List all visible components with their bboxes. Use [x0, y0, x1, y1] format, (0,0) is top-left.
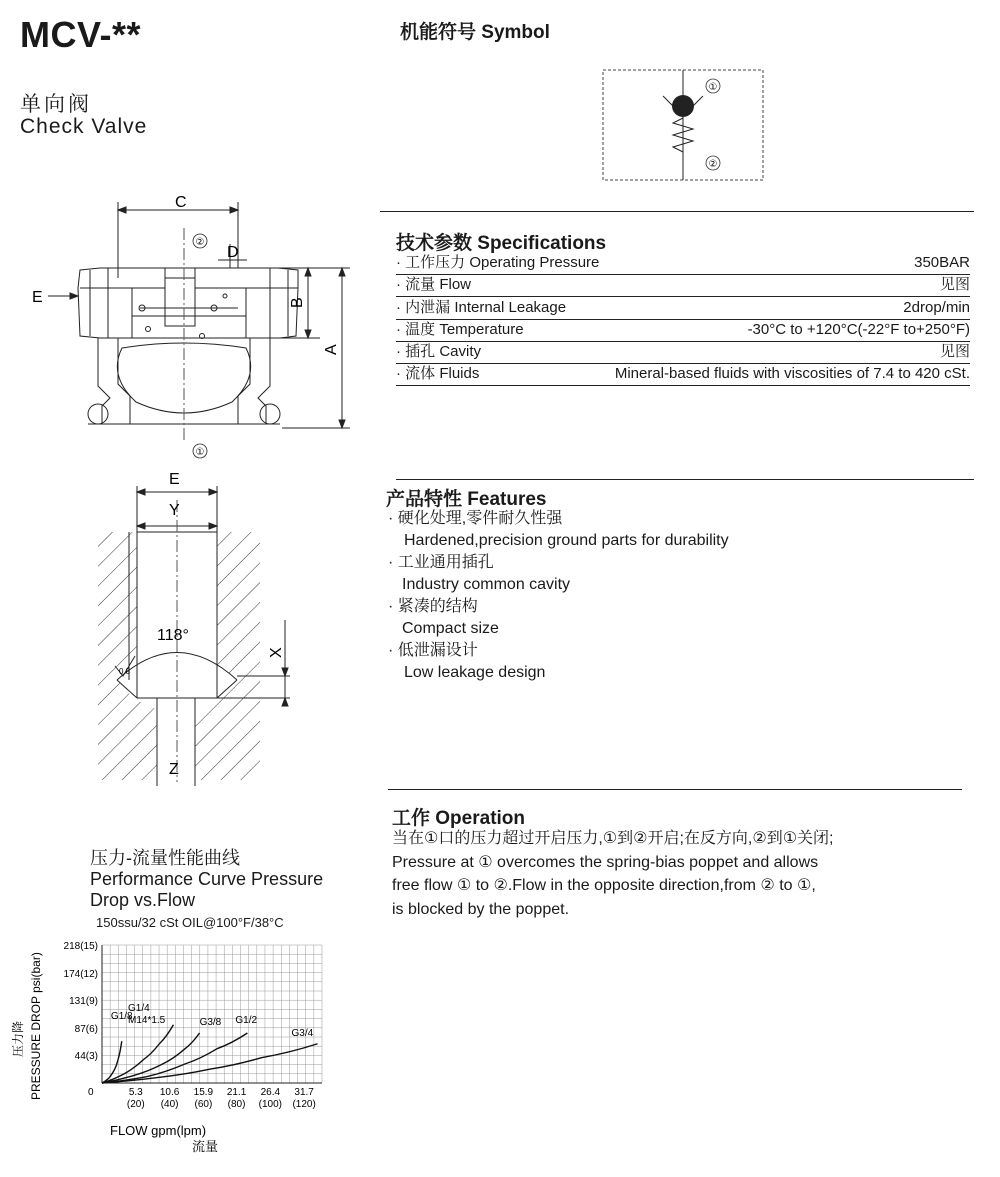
cavity-dim-y-label: Y — [169, 502, 180, 519]
operation-line: 当在①口的压力超过开启压力,①到②开启;在反方向,②到①关闭; — [392, 830, 834, 847]
spec-label: · 内泄漏 Internal Leakage — [396, 299, 567, 316]
specs-title: 技术参数 Specifications — [396, 233, 607, 254]
performance-subtitle: 150ssu/32 cSt OIL@100°F/38°C — [96, 915, 284, 930]
drawing-port-1: ① — [195, 447, 205, 458]
dim-e-label: E — [32, 289, 43, 306]
origin-label: 0 — [88, 1087, 94, 1098]
cavity-dim-x-label: X — [268, 647, 285, 658]
spec-label: · 流量 Flow — [396, 276, 472, 293]
feature-en: Hardened,precision ground parts for durability — [404, 532, 729, 549]
operation-line: free flow ① to ②.Flow in the opposite direction,from ② to ①, — [392, 877, 816, 894]
feature-cn: · 硬化处理,零件耐久性强 — [388, 510, 563, 527]
cavity-finish-label: 0.8 — [119, 667, 131, 676]
y-tick-label: 174(12) — [63, 968, 98, 980]
y-tick-label: 44(3) — [74, 1051, 98, 1063]
spec-label: · 插孔 Cavity — [396, 343, 482, 360]
dim-a-label: A — [323, 344, 340, 355]
hydraulic-symbol — [600, 66, 770, 184]
cavity-dim-e-label: E — [169, 471, 180, 488]
y-tick-label: 87(6) — [74, 1023, 98, 1035]
x-tick-label: 26.4 — [260, 1087, 281, 1098]
x-tick-sublabel: (120) — [292, 1099, 316, 1110]
spec-row — [396, 319, 970, 342]
cavity-drawing — [95, 470, 300, 790]
x-tick-sublabel: (40) — [160, 1099, 179, 1110]
x-tick-sublabel: (60) — [194, 1099, 213, 1110]
operation-title: 工作 Operation — [392, 808, 526, 829]
feature-cn: · 低泄漏设计 — [388, 642, 478, 659]
feature-en: Compact size — [402, 620, 499, 637]
chart-ticks — [64, 941, 316, 1110]
spec-value: 见图 — [939, 276, 970, 293]
performance-title-en1: Performance Curve Pressure — [90, 869, 324, 889]
symbol-port-1: ① — [708, 82, 718, 93]
spec-value: 见图 — [939, 343, 970, 360]
y-tick-label: 218(15) — [63, 941, 98, 952]
y-tick-label: 131(9) — [69, 996, 98, 1008]
symbol-title: 机能符号 Symbol — [400, 22, 550, 43]
dim-b-label: B — [289, 297, 306, 308]
drawing-port-2: ② — [195, 237, 205, 248]
spec-row — [396, 252, 970, 275]
model-number: MCV-** — [20, 14, 142, 55]
cavity-angle-label: 118° — [157, 627, 189, 644]
chart-xlabel-cn: 流量 — [192, 1139, 219, 1154]
spec-row — [396, 341, 970, 364]
spec-value: -30°C to +120°C(-22°F to+250°F) — [747, 321, 970, 338]
x-tick-sublabel: (20) — [126, 1099, 145, 1110]
dim-c-label: C — [175, 194, 187, 211]
product-name-en: Check Valve — [20, 115, 148, 138]
series-label: M14*1.5 — [128, 1014, 166, 1026]
series-label: G1/4 — [128, 1002, 150, 1014]
chart-ylabel-cn: 压力降 — [11, 1020, 25, 1057]
operation-line: Pressure at ① overcomes the spring-bias poppet and allows — [392, 853, 819, 871]
valve-drawing — [20, 188, 365, 468]
x-tick-label: 10.6 — [159, 1087, 180, 1098]
chart-series-group — [102, 1003, 318, 1083]
product-name-cn: 单向阀 — [20, 93, 92, 116]
feature-cn: · 工业通用插孔 — [388, 554, 494, 571]
divider — [388, 789, 962, 790]
series-label: G1/2 — [235, 1014, 258, 1026]
series-line — [102, 1044, 318, 1083]
series-label: G1/8 — [110, 1011, 133, 1023]
x-tick-label: 21.1 — [226, 1087, 247, 1098]
x-tick-label: 31.7 — [294, 1087, 314, 1098]
series-label: G3/8 — [199, 1016, 222, 1028]
operation-description — [392, 827, 834, 921]
features-title: 产品特性 Features — [386, 489, 547, 510]
x-tick-label: 5.3 — [128, 1087, 143, 1098]
spec-row — [396, 363, 970, 386]
spec-row — [396, 297, 970, 320]
spec-label: · 流体 Fluids — [396, 365, 480, 382]
feature-en: Industry common cavity — [402, 576, 571, 593]
operation-line: is blocked by the poppet. — [392, 900, 570, 918]
spec-label: · 工作压力 Operating Pressure — [396, 254, 600, 271]
spec-value: 2drop/min — [903, 299, 970, 316]
performance-title — [90, 848, 323, 911]
feature-cn: · 紧凑的结构 — [388, 598, 478, 615]
spec-label: · 温度 Temperature — [396, 321, 524, 338]
feature-en: Low leakage design — [404, 664, 546, 681]
spec-row — [396, 274, 970, 297]
series-label: G3/4 — [291, 1027, 314, 1039]
divider — [380, 211, 974, 212]
spec-value: 350BAR — [914, 254, 970, 271]
x-tick-sublabel: (100) — [258, 1099, 283, 1110]
chart-ylabel: PRESSURE DROP psi(bar) — [29, 952, 43, 1100]
chart-xlabel: FLOW gpm(lpm) — [110, 1123, 207, 1138]
performance-title-cn: 压力-流量性能曲线 — [90, 848, 240, 868]
x-tick-sublabel: (80) — [227, 1099, 246, 1110]
spec-value: Mineral-based fluids with viscosities of 7.4 to 420 cSt. — [614, 365, 970, 382]
dim-d-label: D — [227, 244, 239, 261]
x-tick-label: 15.9 — [193, 1087, 214, 1098]
divider — [396, 479, 974, 480]
cavity-dim-z-label: Z — [169, 761, 179, 778]
performance-title-en2: Drop vs.Flow — [90, 890, 196, 910]
performance-chart — [0, 925, 380, 1165]
symbol-port-2: ② — [708, 159, 718, 170]
